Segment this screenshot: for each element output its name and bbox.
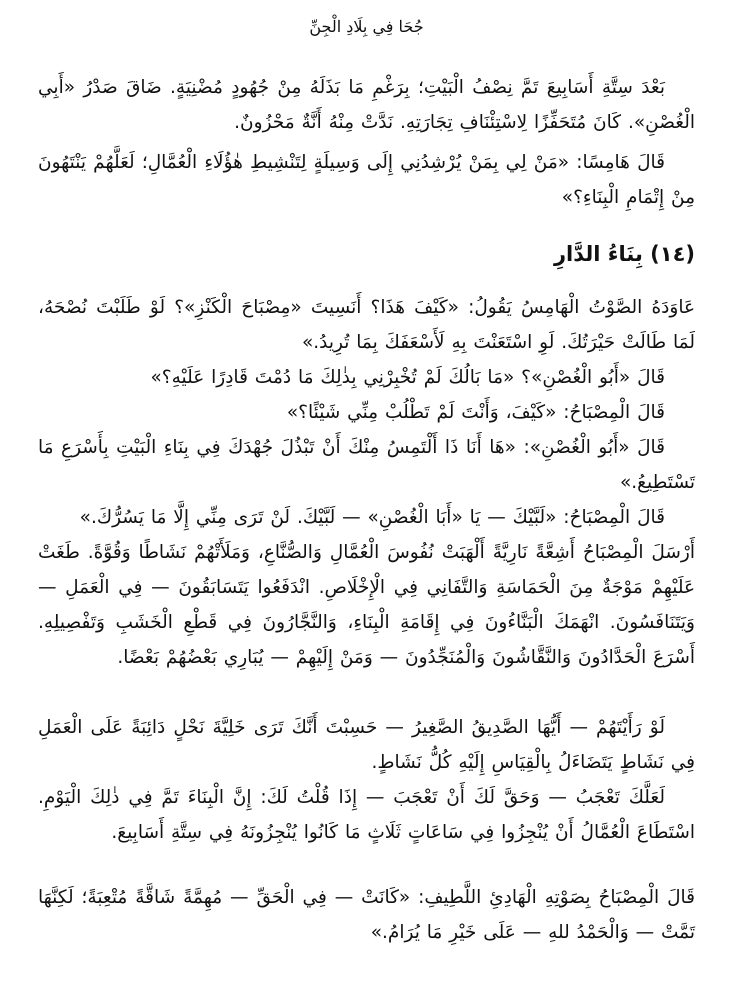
running-head: جُحَا فِي بِلَادِ الْجِنِّ (309, 17, 424, 36)
paragraph: عَاوَدَهُ الصَّوْتُ الْهَامِسُ يَقُولُ: «كَيْفَ هَذَا؟ أَنَسِيتَ «مِصْبَاحَ الْكَنْزِ»؟ لَوْ طَلَبْتَ نُصْحَهُ، لَمَا طَالَتْ حَيْرَتُكَ. لَوِ اسْتَعَنْتَ بِهِ لَأَسْعَفَكَ بِمَا تُرِيدُ.» (38, 297, 695, 353)
paragraph: قَالَ الْمِصْبَاحُ: «لَبَّيْكَ — يَا «أَبَا الْغُصْنِ» — لَبَّيْكَ. لَنْ تَرَى مِنِّي إِلَّا مَا يَسُرُّكَ.» (79, 507, 665, 528)
paragraph: قَالَ الْمِصْبَاحُ بِصَوْتِهِ الْهَادِئِ اللَّطِيفِ: «كَانَتْ — فِي الْحَقِّ — مُهِمَّةً شَاقَّةً مُتْعِبَةً؛ لَكِنَّهَا تَمَّتْ — وَالْحَمْدُ للهِ — عَلَى خَيْرِ مَا يُرَامُ.» (38, 887, 695, 943)
chapter-heading: (١٤) بِنَاءُ الدَّارِ (553, 242, 695, 266)
paragraph: قَالَ «أَبُو الْغُصْنِ»: «هَا أَنَا ذَا أَلْتَمِسُ مِنْكَ أَنْ تَبْذُلَ جُهْدَكَ فِي بِنَاءِ الْبَيْتِ بِأَسْرَعِ مَا تَسْتَطِيعُ.» (38, 437, 695, 493)
paragraph: بَعْدَ سِتَّةِ أَسَابِيعَ تَمَّ نِصْفُ الْبَيْتِ؛ بِرَغْمِ مَا بَذَلَهُ مِنْ جُهُودٍ مُضْنِيَةٍ. ضَاقَ صَدْرُ «أَبِي الْغُصْنِ». كَانَ مُتَحَفِّزًا لِاسْتِئْنَافِ تِجَارَتِهِ. نَدَّتْ مِنْهُ أَنَّةٌ مَحْزُونٌ. (38, 77, 695, 133)
paragraph: أَرْسَلَ الْمِصْبَاحُ أَشِعَّةً نَارِيَّةً أَلْهَبَتْ نُفُوسَ الْعُمَّالِ وَالصُّنَّاعِ، وَمَلَأَتْهُمْ نَشَاطًا وَقُوَّةً. طَغَتْ عَلَيْهِمْ مَوْجَةٌ مِنَ الْحَمَاسَةِ وَالتَّفَانِي فِي الْإِخْلَاصِ. انْدَفَعُوا يَتَسَابَقُونَ — فِي الْعَمَلِ — وَيَتَنَافَسُونَ. انْهَمَكَ الْبَنَّاءُونَ فِي إِقَامَةِ الْبِنَاءِ، وَالنَّجَّارُونَ فِي قَطْعِ الْخَشَبِ وَتَفْصِيلِهِ. أَسْرَعَ الْحَدَّادُونَ وَالنَّقَّاشُونَ وَالْمُنَجِّدُونَ — وَمَنْ إِلَيْهِمْ — يُبَارِي بَعْضُهُمْ بَعْضًا. (38, 542, 695, 668)
paragraph: قَالَ هَامِسًا: «مَنْ لِي بِمَنْ يُرْشِدُنِي إِلَى وَسِيلَةٍ لِتَنْشِيطِ هٰؤُلَاءِ الْعُمَّالِ؛ لَعَلَّهُمْ يَنْتَهُونَ مِنْ إِتْمَامِ الْبِنَاءِ؟» (38, 152, 695, 208)
paragraph: لَعَلَّكَ تَعْجَبُ — وَحَقَّ لَكَ أَنْ تَعْجَبَ — إِذَا قُلْتُ لَكَ: إِنَّ الْبِنَاءَ تَمَّ فِي ذٰلِكَ الْيَوْمِ. اسْتَطَاعَ الْعُمَّالُ أَنْ يُنْجِزُوا فِي سَاعَاتٍ ثَلَاثٍ مَا كَانُوا يُنْجِزُونَهُ فِي سِتَّةِ أَسَابِيعَ. (38, 787, 695, 843)
paragraph: لَوْ رَأَيْتَهُمْ — أَيُّهَا الصَّدِيقُ الصَّغِيرُ — حَسِبْتَ أَنَّكَ تَرَى خَلِيَّةَ نَحْلٍ دَائِبَةً عَلَى الْعَمَلِ فِي نَشَاطٍ يَتَضَاءَلُ بِالْقِيَاسِ إِلَيْهِ كُلُّ نَشَاطٍ. (38, 717, 695, 773)
paragraph: قَالَ «أَبُو الْغُصْنِ»؟ «مَا بَالُكَ لَمْ تُخْبِرْنِي بِذٰلِكَ مَا دُمْتَ قَادِرًا عَلَيْهِ؟» (150, 367, 665, 388)
paragraph: قَالَ الْمِصْبَاحُ: «كَيْفَ، وَأَنْتَ لَمْ تَطْلُبْ مِنِّي شَيْئًا؟» (286, 402, 665, 423)
